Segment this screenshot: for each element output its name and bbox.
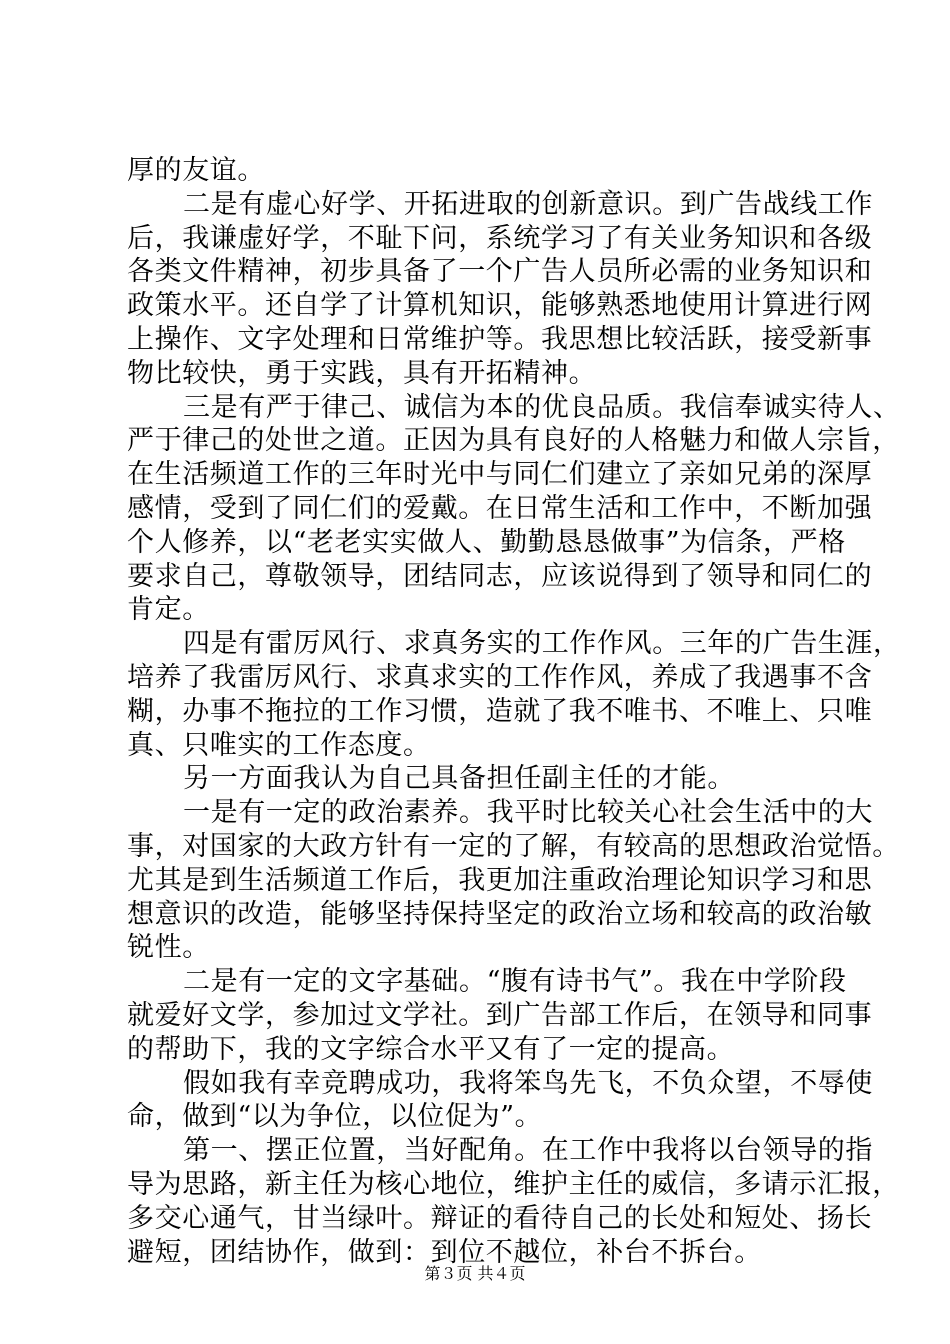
text-line: 厚的友谊。 [127,155,265,186]
text-line: 锐性。 [127,932,210,964]
text-line: 多交心通气，甘当绿叶。辩证的看待自己的长处和短处、扬长 [127,1202,873,1234]
text-line: 事，对国家的大政方针有一定的了解，有较高的思想政治觉悟。 [127,830,900,862]
page-footer: 第３页 共４页 [424,1264,526,1283]
text-line: 个人修养，以“老老实实做人、勤勤恳恳做事”为信条，严格 [127,526,846,558]
text-line: 就爱好文学，参加过文学社。到广告部工作后，在领导和同事 [127,999,873,1031]
text-line: 四是有雷厉风行、求真务实的工作作风。三年的广告生涯， [183,628,901,660]
text-line: 培养了我雷厉风行、求真求实的工作作风，养成了我遇事不含 [127,661,873,693]
text-line: 的帮助下，我的文字综合水平又有了一定的提高。 [127,1033,735,1065]
text-line: 另一方面我认为自己具备担任副主任的才能。 [183,763,735,795]
text-line: 假如我有幸竞聘成功，我将笨鸟先飞，不负众望，不辱使 [183,1067,873,1099]
text-line: 各类文件精神，初步具备了一个广告人员所必需的业务知识和 [127,256,873,288]
document-body [127,154,901,1269]
text-line: 上操作、文字处理和日常维护等。我思想比较活跃，接受新事 [127,323,873,355]
text-line: 三是有严于律己、诚信为本的优良品质。我信奉诚实待人、 [183,391,901,423]
text-line: 想意识的改造，能够坚持保持坚定的政治立场和较高的政治敏 [127,898,873,930]
text-line: 真、只唯实的工作态度。 [127,729,431,761]
text-line: 物比较快，勇于实践，具有开拓精神。 [127,357,597,389]
text-line: 命，做到“以为争位，以位促为”。 [127,1101,543,1133]
text-line: 感情，受到了同仁们的爱戴。在日常生活和工作中，不断加强 [127,492,873,524]
text-line: 在生活频道工作的三年时光中与同仁们建立了亲如兄弟的深厚 [127,459,873,491]
text-line: 政策水平。还自学了计算机知识，能够熟悉地使用计算进行网 [127,290,873,322]
text-line: 第一、摆正位置，当好配角。在工作中我将以台领导的指 [183,1135,873,1167]
text-line: 要求自己，尊敬领导，团结同志，应该说得到了领导和同仁的 [127,560,873,592]
text-line: 导为思路，新主任为核心地位，维护主任的威信，多请示汇报， [127,1168,900,1200]
text-line: 严于律己的处世之道。正因为具有良好的人格魅力和做人宗旨， [127,425,900,457]
text-line: 糊，办事不拖拉的工作习惯，造就了我不唯书、不唯上、只唯 [127,695,873,727]
text-line: 肯定。 [127,594,210,626]
text-line: 一是有一定的政治素养。我平时比较关心社会生活中的大 [183,797,873,829]
text-line: 二是有一定的文字基础。“腹有诗书气”。我在中学阶段 [183,966,847,998]
text-line: 避短，团结协作，做到：到位不越位，补台不拆台。 [127,1236,762,1268]
text-line: 二是有虚心好学、开拓进取的创新意识。到广告战线工作 [183,188,873,220]
text-line: 后，我谦虚好学，不耻下问，系统学习了有关业务知识和各级 [127,222,873,254]
text-line: 尤其是到生活频道工作后，我更加注重政治理论知识学习和思 [127,864,873,896]
